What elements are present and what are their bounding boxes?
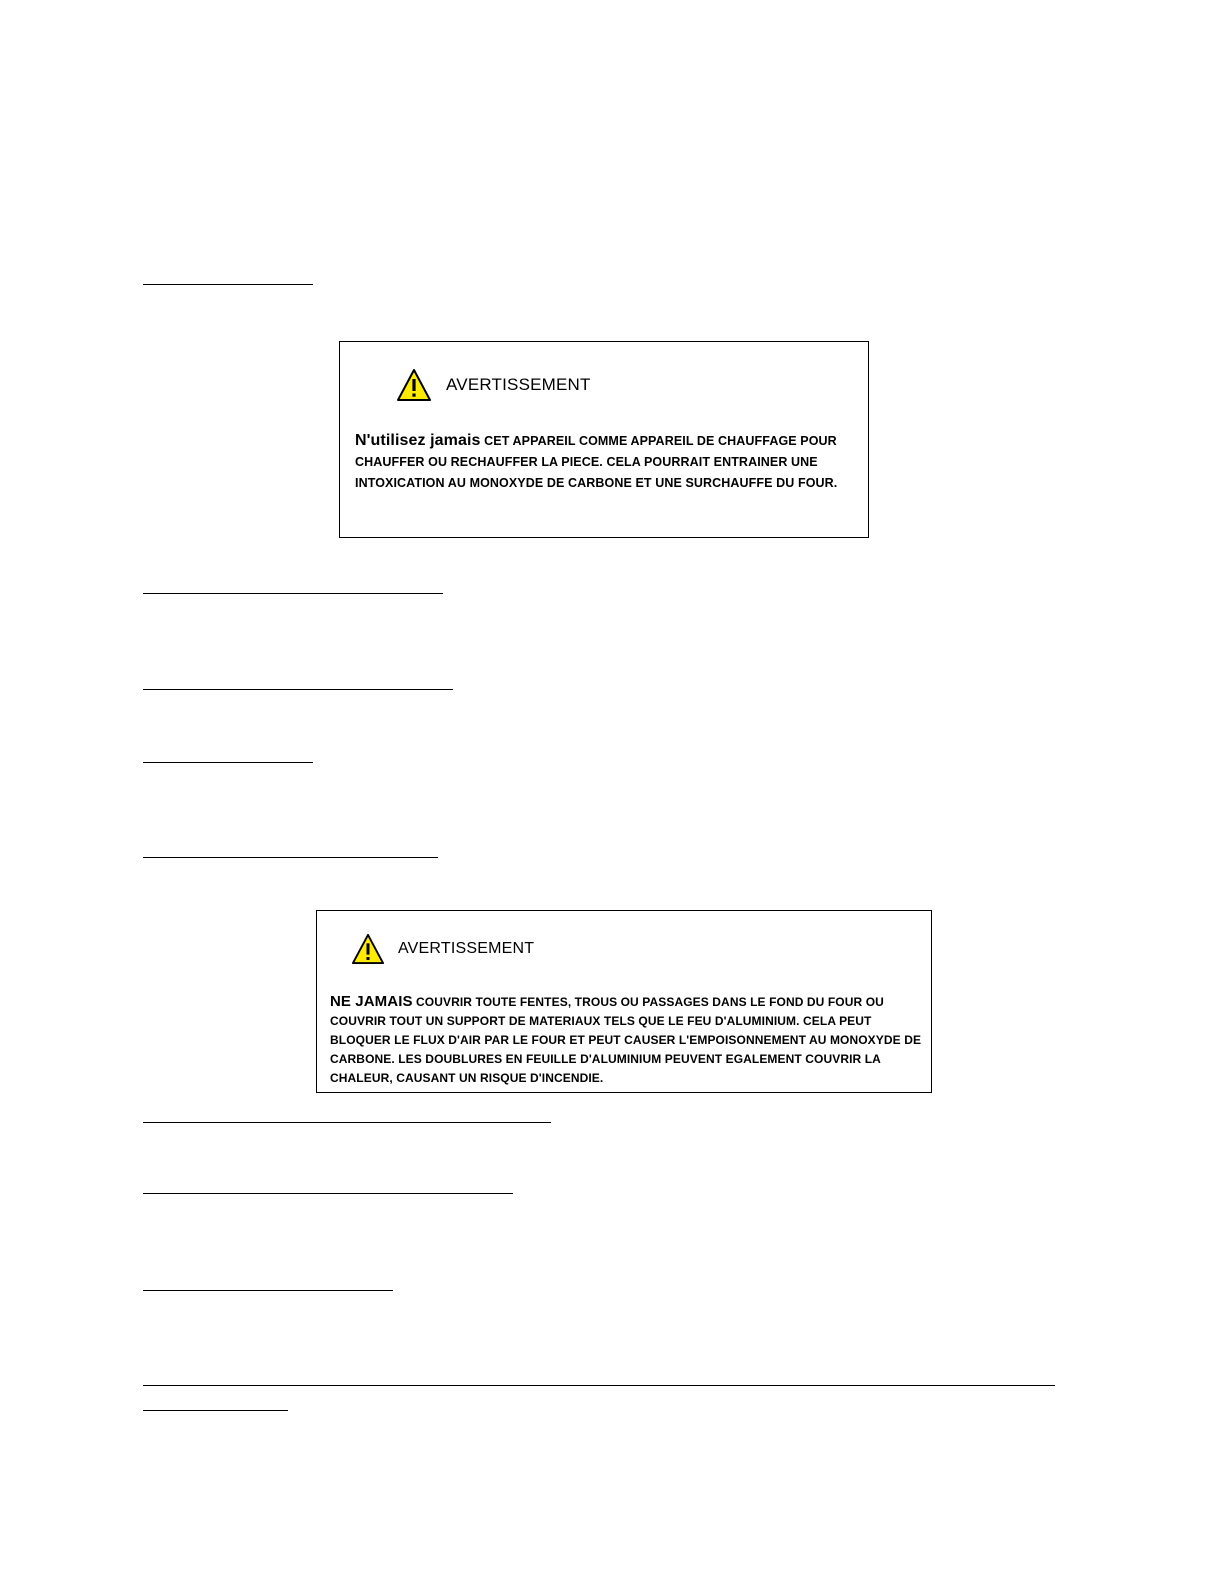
warning-title: AVERTISSEMENT bbox=[446, 375, 591, 394]
blank-line-10 bbox=[143, 1410, 288, 1411]
warning-box-heating bbox=[339, 341, 869, 538]
warning-text bbox=[330, 992, 922, 1088]
warning-message: COUVRIR TOUTE FENTES, TROUS OU PASSAGES DANS LE FOND DU FOUR OU COUVRIR TOUT UN SUPPORT DE MATERIAUX TELS QUE LE FEU D'ALUMINIUM. CELA PEUT BLOQUER LE FLUX D'AIR PAR LE FOUR ET PEUT CAUSER L'EMPOISONNEMENT AU MONOXYDE DE CARBONE. LES DOUBLURES EN FEUILLE D'ALUMINIUM PEUVENT EGALEMENT COUVRIR LA CHALEUR, CAUSANT UN RISQUE D'INCENDIE. bbox=[330, 995, 922, 1085]
blank-line-1 bbox=[143, 284, 313, 285]
blank-line-6 bbox=[143, 1122, 551, 1123]
blank-line-4 bbox=[143, 762, 313, 763]
warning-title: AVERTISSEMENT bbox=[398, 940, 535, 957]
warning-header bbox=[351, 933, 534, 965]
blank-line-5 bbox=[143, 857, 438, 858]
blank-line-8 bbox=[143, 1290, 393, 1291]
blank-line-7 bbox=[143, 1193, 513, 1194]
warning-triangle-icon bbox=[396, 368, 432, 402]
blank-line-3 bbox=[143, 689, 453, 690]
warning-triangle-icon bbox=[351, 933, 385, 965]
warning-lead: NE JAMAIS bbox=[330, 993, 413, 1010]
warning-box-foil bbox=[316, 910, 932, 1093]
warning-lead: N'utilisez jamais bbox=[355, 432, 481, 449]
blank-line-2 bbox=[143, 593, 443, 594]
warning-text bbox=[355, 430, 860, 494]
warning-message: CET APPAREIL COMME APPAREIL DE CHAUFFAGE POUR CHAUFFER OU RECHAUFFER LA PIECE. CELA POURRAIT ENTRAINER UNE INTOXICATION AU MONOXYDE DE CARBONE ET UNE SURCHAUFFE DU FOUR. bbox=[355, 434, 838, 490]
blank-line-9 bbox=[143, 1385, 1055, 1386]
warning-header bbox=[396, 368, 591, 402]
